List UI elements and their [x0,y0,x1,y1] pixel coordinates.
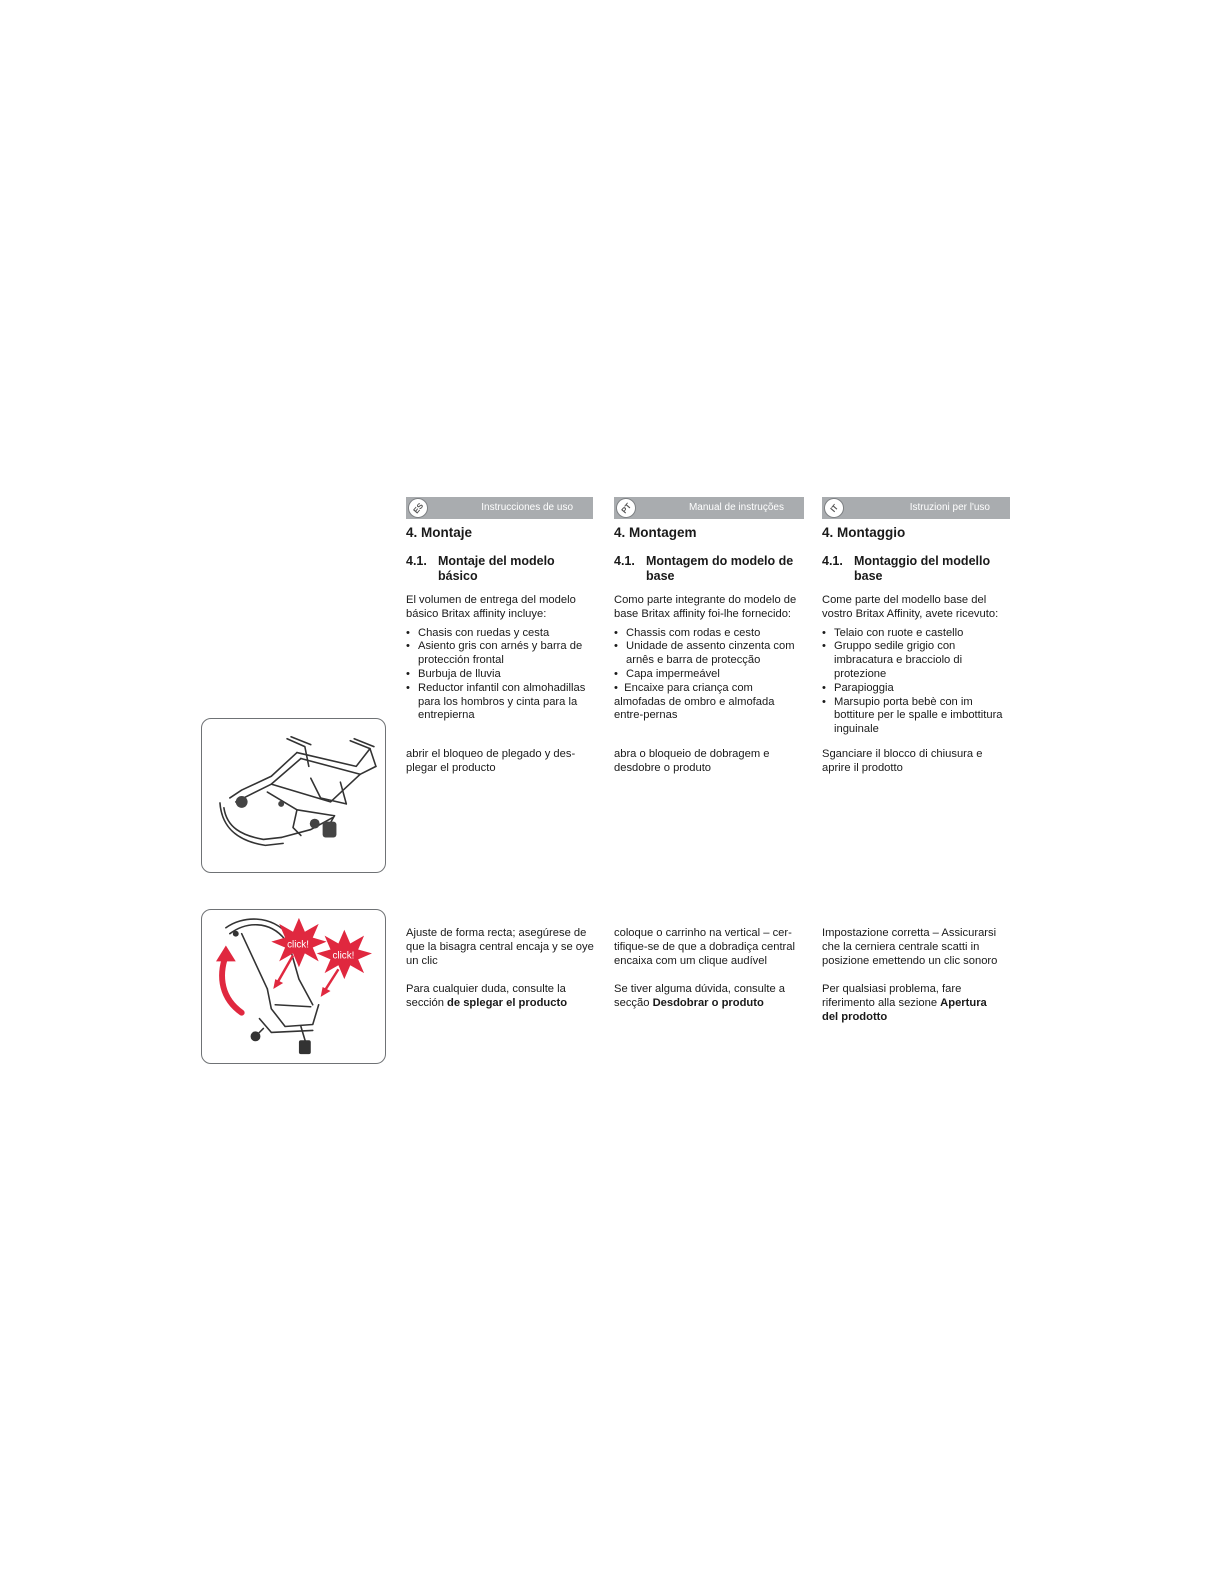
subsection-title: Montagem do modelo de base [646,554,794,583]
reference-section-name: Apertura del prodotto [822,996,987,1023]
upright-stroller-illustration [202,910,385,1063]
language-bar [614,497,804,519]
contents-list [822,627,1010,737]
list-item: • Asiento gris con arnés y barra de protección frontal [406,640,583,667]
section-title: 4. Montagem [614,525,697,540]
section-title: 4. Montaggio [822,525,906,540]
list-item: • Chassis com rodas e cesto [614,626,761,639]
list-item: • Gruppo sedile grigio con imbracatura e bracciolo di protezione [822,640,963,680]
subsection-title: Montaje del modelo básico [438,554,555,583]
subsection-heading [822,554,1010,584]
click-pointer-1 [277,955,293,983]
subsection-title: Montaggio del modello base [854,554,991,583]
rotation-arrow [222,955,242,1012]
contents-list [614,627,804,724]
list-item: • Capa impermeável [614,667,720,680]
figure-set-upright [201,909,386,1064]
contents-list [406,627,593,724]
list-item: • Telaio con ruote e castello [822,626,964,639]
click-pointer-2 [325,969,339,991]
list-item: • Burbuja de lluvia [406,667,501,680]
subsection-number: 4.1. [614,554,635,568]
list-item: • Marsupio porta bebè con im bottiture per le spalle e imbottitura inguinale [822,695,1003,736]
rotation-arrow-head [216,946,236,962]
click-label-2: click! [332,950,355,962]
list-item: • Unidade de assento cinzenta com arnês e barra de protecção [614,640,795,667]
folded-stroller-illustration [202,719,385,872]
reference-section-name: Desdobrar o produto [652,996,764,1009]
list-item: • Encaixe para criança com almofadas de ombro e almofada entre-pernas [614,681,775,722]
language-label: Istruzioni per l'uso [909,502,990,513]
step-upright-text-it: Impostazione corretta – Assicurarsi che la cerniera centrale scatti in posizione emettendo un clic sonoro [822,927,998,967]
intro-text: Come parte del modello base del vostro Britax Affinity, avete ricevuto: [822,594,999,620]
reference-text-it: Per qualsiasi problema, fare riferimento alla sezione Apertura del prodotto [822,983,987,1023]
intro-text: Como parte integrante do modelo de base Britax affinity foi-lhe fornecido: [614,594,797,620]
list-item: • Reductor infantil con almohadillas para los hombros y cinta para la entrepierna [406,681,586,722]
subsection-number: 4.1. [406,554,427,568]
list-item: • Parapioggia [822,681,894,694]
subsection-number: 4.1. [822,554,843,568]
column-portuguese [614,497,804,723]
language-code-badge: IT [820,494,848,522]
language-code-badge: ES [404,494,432,522]
column-spanish [406,497,593,723]
subsection-heading [614,554,804,584]
section-title: 4. Montaje [406,525,473,540]
reference-section-name: de splegar el producto [447,996,568,1009]
reference-text-es: Para cualquier duda, consulte la sección de splegar el producto [406,983,568,1009]
language-bar [406,497,593,519]
step-unfold-text-es: abrir el bloqueo de plegado y des-plegar el producto [406,748,576,774]
reference-text-pt: Se tiver alguma dúvida, consulte a secção Desdobrar o produto [614,983,786,1009]
language-label: Manual de instruções [688,502,784,513]
step-unfold-text-pt: abra o bloqueio de dobragem e desdobre o produto [614,748,770,774]
figure-unfold-stroller [201,718,386,873]
step-unfold-text-it: Sganciare il blocco di chiusura e aprire il prodotto [822,748,983,774]
language-label: Instrucciones de uso [481,502,573,513]
step-upright-text-pt: coloque o carrinho na vertical – cer-tifique-se de que a dobradiça central encaixa com um clique audível [614,927,795,967]
step-upright-text-es: Ajuste de forma recta; asegúrese de que la bisagra central encaja y se oye un clic [406,927,594,967]
subsection-heading [406,554,593,584]
intro-text: El volumen de entrega del modelo básico Britax affinity incluye: [406,594,576,620]
column-italian [822,497,1010,737]
language-bar [822,497,1010,519]
list-item: • Chasis con ruedas y cesta [406,626,550,639]
click-label-1: click! [287,939,310,951]
language-code-badge: PT [612,494,640,522]
